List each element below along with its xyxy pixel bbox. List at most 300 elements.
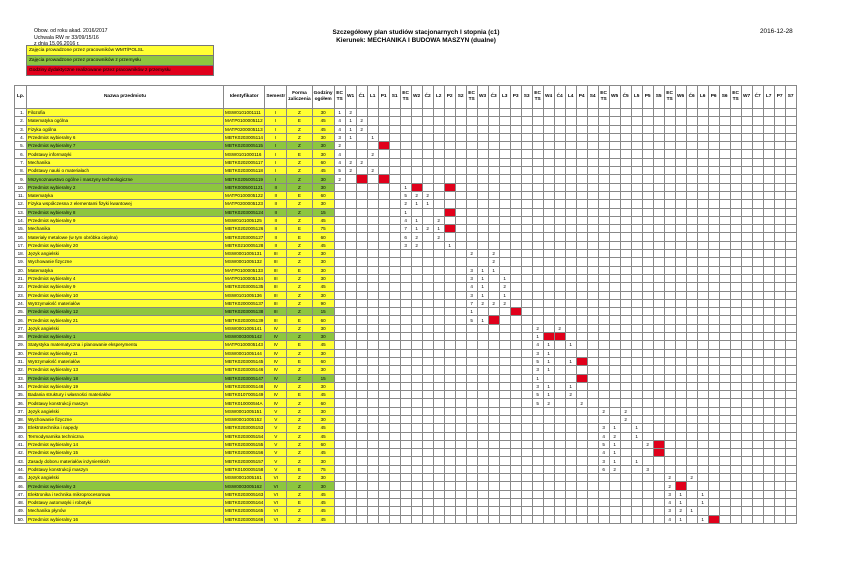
cell-sem7 <box>741 449 752 457</box>
cell-sem4 <box>576 457 587 465</box>
cell-sem1 <box>367 507 378 515</box>
cell-form: E <box>287 117 312 125</box>
cell-sem5 <box>598 142 609 150</box>
cell-sem4 <box>565 490 576 498</box>
cell-sem6 <box>708 117 719 125</box>
cell-sem4 <box>543 457 554 465</box>
cell-sem4 <box>587 117 598 125</box>
cell-hours: 90 <box>312 299 334 307</box>
cell-sem6 <box>686 208 697 216</box>
cell-sem4 <box>543 142 554 150</box>
cell-sem3 <box>488 474 499 482</box>
cell-sem5 <box>653 341 664 349</box>
cell-sem3 <box>499 191 510 199</box>
cell-sem3: 1 <box>477 266 488 274</box>
cell-hours: 30 <box>312 142 334 150</box>
cell-sem2 <box>400 382 411 390</box>
cell-sem2 <box>422 440 433 448</box>
cell-sem4 <box>576 498 587 506</box>
cell-sem1 <box>367 457 378 465</box>
cell-id: MBTK0005001121 <box>225 184 263 190</box>
cell-sem7 <box>763 274 774 282</box>
cell-sem2 <box>411 158 422 166</box>
cell-sem6 <box>686 200 697 208</box>
cell-sem2 <box>455 241 466 249</box>
cell-id: MATP0200005123 <box>225 201 263 207</box>
cell-sem5 <box>609 415 620 423</box>
cell-sem1 <box>334 440 345 448</box>
cell-sem7 <box>785 266 796 274</box>
cell-sem1 <box>345 175 356 183</box>
cell-sem4 <box>565 465 576 473</box>
cell-sem5 <box>620 150 631 158</box>
cell-sem5: 3 <box>598 457 609 465</box>
cell-sem1 <box>367 200 378 208</box>
cell-sem2 <box>444 299 455 307</box>
cell-hours: 60 <box>312 316 334 324</box>
cell-sem7 <box>763 366 774 374</box>
cell-sem4: 1 <box>565 357 576 365</box>
cell-sem4 <box>532 167 543 175</box>
cell-sem4 <box>565 498 576 506</box>
cell-sem5 <box>620 233 631 241</box>
col-header-sem1: Ć1 <box>356 86 367 109</box>
cell-sem3 <box>488 191 499 199</box>
cell-sem5 <box>653 432 664 440</box>
cell-semester: I <box>265 117 287 125</box>
cell-sem5 <box>620 308 631 316</box>
cell-sem5 <box>598 274 609 282</box>
cell-sem3 <box>521 432 532 440</box>
cell-sem6 <box>708 457 719 465</box>
cell-sem3: 2 <box>488 299 499 307</box>
cell-form: Z <box>287 241 312 249</box>
cell-sem5 <box>620 266 631 274</box>
cell-sem1 <box>378 183 389 191</box>
cell-sem5 <box>642 233 653 241</box>
col-header-sem6: W6 <box>675 86 686 109</box>
cell-sem3 <box>521 316 532 324</box>
cell-sem1 <box>367 374 378 382</box>
cell-sem3 <box>488 449 499 457</box>
cell-sem7 <box>752 415 763 423</box>
cell-lp: 28. <box>15 333 27 341</box>
table-row <box>15 308 797 316</box>
cell-sem3 <box>466 465 477 473</box>
cell-sem6 <box>675 258 686 266</box>
table-row <box>15 183 797 191</box>
cell-name: Język angielski <box>27 407 224 415</box>
cell-name: Przedmiot wybieralny 4 <box>27 274 224 282</box>
cell-sem4 <box>532 109 543 117</box>
cell-sem7 <box>763 349 774 357</box>
cell-sem6 <box>697 142 708 150</box>
cell-sem2 <box>455 415 466 423</box>
cell-sem2 <box>411 299 422 307</box>
cell-sem5 <box>609 291 620 299</box>
cell-sem2 <box>444 498 455 506</box>
cell-sem3 <box>521 241 532 249</box>
cell-sem1: 1 <box>334 109 345 117</box>
cell-sem1 <box>367 407 378 415</box>
cell-sem4 <box>587 283 598 291</box>
cell-sem1 <box>367 233 378 241</box>
cell-sem1: 2 <box>356 125 367 133</box>
cell-sem2 <box>455 407 466 415</box>
cell-sem7 <box>785 109 796 117</box>
cell-sem5 <box>631 498 642 506</box>
cell-sem3 <box>521 274 532 282</box>
cell-sem6 <box>664 440 675 448</box>
cell-sem6 <box>719 125 730 133</box>
cell-sem3 <box>510 465 521 473</box>
cell-sem7 <box>730 125 741 133</box>
cell-sem1: 1 <box>345 125 356 133</box>
cell-sem2 <box>400 349 411 357</box>
cell-sem7 <box>752 258 763 266</box>
cell-sem3 <box>488 515 499 523</box>
cell-sem3 <box>510 133 521 141</box>
cell-sem1 <box>345 266 356 274</box>
cell-sem4 <box>587 465 598 473</box>
cell-form: Z <box>287 457 312 465</box>
cell-sem6 <box>697 324 708 332</box>
cell-sem2 <box>400 274 411 282</box>
cell-sem2 <box>455 142 466 150</box>
cell-sem3 <box>477 125 488 133</box>
cell-sem6 <box>697 341 708 349</box>
cell-sem4 <box>543 133 554 141</box>
cell-sem5 <box>653 125 664 133</box>
cell-sem4 <box>543 308 554 316</box>
cell-sem2 <box>455 316 466 324</box>
cell-sem2 <box>411 440 422 448</box>
cell-sem3 <box>466 109 477 117</box>
cell-sem6 <box>675 391 686 399</box>
cell-sem3 <box>466 498 477 506</box>
cell-sem4 <box>543 465 554 473</box>
cell-sem6 <box>664 357 675 365</box>
cell-hours: 45 <box>312 490 334 498</box>
cell-sem3 <box>488 125 499 133</box>
cell-sem5 <box>631 266 642 274</box>
cell-sem1 <box>389 341 400 349</box>
cell-name: Mechanika <box>27 225 224 233</box>
cell-sem4 <box>587 341 598 349</box>
cell-sem2 <box>400 515 411 523</box>
cell-sem1: 4 <box>334 150 345 158</box>
cell-sem5: 4 <box>598 432 609 440</box>
cell-sem2 <box>433 382 444 390</box>
cell-sem1 <box>334 308 345 316</box>
cell-sem7 <box>752 515 763 523</box>
cell-sem6 <box>675 274 686 282</box>
cell-sem7 <box>730 440 741 448</box>
cell-sem7 <box>763 299 774 307</box>
document-date: 2016-12-28 <box>760 28 793 35</box>
cell-sem5 <box>609 142 620 150</box>
cell-sem1 <box>389 299 400 307</box>
cell-hours: 30 <box>312 266 334 274</box>
cell-sem1 <box>334 349 345 357</box>
cell-sem1 <box>389 507 400 515</box>
cell-sem7 <box>752 250 763 258</box>
cell-sem5 <box>631 283 642 291</box>
cell-sem5 <box>653 349 664 357</box>
cell-hours: 60 <box>312 440 334 448</box>
cell-sem7 <box>763 457 774 465</box>
cell-sem1: 4 <box>334 158 345 166</box>
cell-sem1 <box>345 258 356 266</box>
cell-sem6 <box>675 374 686 382</box>
cell-form: E <box>287 465 312 473</box>
cell-sem6 <box>664 457 675 465</box>
cell-sem2 <box>433 241 444 249</box>
cell-sem6 <box>719 233 730 241</box>
cell-sem7 <box>774 225 785 233</box>
cell-sem2 <box>433 183 444 191</box>
cell-lp: 12. <box>15 200 27 208</box>
cell-sem2 <box>433 357 444 365</box>
cell-id: MSW0001005144 <box>224 349 265 357</box>
cell-sem7 <box>752 109 763 117</box>
cell-semester: V <box>265 440 287 448</box>
cell-sem1 <box>334 183 345 191</box>
cell-sem7 <box>730 299 741 307</box>
cell-sem1 <box>334 399 345 407</box>
cell-sem1 <box>389 125 400 133</box>
cell-sem1 <box>378 283 389 291</box>
cell-sem7 <box>774 117 785 125</box>
cell-semester: VI <box>265 490 287 498</box>
cell-sem6 <box>697 158 708 166</box>
cell-sem3: 1 <box>477 291 488 299</box>
cell-sem3 <box>488 424 499 432</box>
cell-sem1 <box>389 374 400 382</box>
cell-sem5 <box>609 474 620 482</box>
cell-sem2 <box>422 432 433 440</box>
cell-sem6 <box>675 125 686 133</box>
cell-sem7 <box>774 125 785 133</box>
cell-sem3 <box>510 482 521 490</box>
cell-sem1 <box>345 474 356 482</box>
cell-sem7 <box>741 291 752 299</box>
cell-sem3 <box>488 117 499 125</box>
cell-sem1 <box>356 465 367 473</box>
cell-sem1 <box>356 440 367 448</box>
cell-sem7 <box>741 299 752 307</box>
cell-sem6 <box>686 357 697 365</box>
cell-sem2: 2 <box>433 216 444 224</box>
cell-sem2 <box>433 366 444 374</box>
cell-sem4 <box>554 125 565 133</box>
cell-sem2 <box>444 507 455 515</box>
cell-sem3 <box>466 507 477 515</box>
cell-sem2 <box>444 133 455 141</box>
cell-sem2 <box>422 399 433 407</box>
cell-sem3 <box>521 515 532 523</box>
cell-semester: II <box>265 225 287 233</box>
cell-sem6 <box>664 308 675 316</box>
cell-sem4 <box>587 150 598 158</box>
cell-sem1 <box>367 515 378 523</box>
cell-sem5 <box>620 424 631 432</box>
cell-sem6 <box>664 382 675 390</box>
col-header-sem4: W4 <box>543 86 554 109</box>
cell-hours: 30 <box>312 349 334 357</box>
cell-sem2 <box>433 333 444 341</box>
cell-sem6 <box>708 465 719 473</box>
cell-id: MBTK0200005137 <box>225 300 264 306</box>
cell-lp: 3. <box>15 125 27 133</box>
cell-sem7 <box>752 183 763 191</box>
cell-sem4 <box>587 291 598 299</box>
cell-sem4 <box>543 474 554 482</box>
cell-form: E <box>287 225 312 233</box>
cell-sem2 <box>444 357 455 365</box>
cell-sem2 <box>422 233 433 241</box>
cell-sem5 <box>642 117 653 125</box>
cell-sem7 <box>752 216 763 224</box>
cell-sem6 <box>719 208 730 216</box>
cell-sem3 <box>488 440 499 448</box>
cell-sem5 <box>620 515 631 523</box>
cell-sem1 <box>378 391 389 399</box>
cell-sem3 <box>521 366 532 374</box>
cell-sem2 <box>422 457 433 465</box>
col-header-sem3: S3 <box>521 86 532 109</box>
cell-sem4 <box>543 424 554 432</box>
cell-id: MSW0101000116 <box>224 150 265 158</box>
cell-sem3 <box>466 191 477 199</box>
cell-sem1 <box>389 399 400 407</box>
cell-sem5 <box>609 167 620 175</box>
cell-sem4 <box>576 333 587 341</box>
cell-sem4 <box>587 191 598 199</box>
cell-sem3 <box>510 200 521 208</box>
cell-sem6 <box>719 440 730 448</box>
cell-sem1 <box>378 341 389 349</box>
cell-sem6 <box>686 308 697 316</box>
cell-sem4 <box>576 241 587 249</box>
cell-sem4 <box>532 299 543 307</box>
cell-sem4 <box>565 515 576 523</box>
cell-sem1 <box>345 424 356 432</box>
cell-sem6 <box>686 515 697 523</box>
cell-sem3 <box>499 167 510 175</box>
cell-lp: 45. <box>15 474 27 482</box>
cell-sem6 <box>719 357 730 365</box>
col-header-sem5: L5 <box>631 86 642 109</box>
cell-sem2 <box>422 258 433 266</box>
cell-sem4 <box>587 266 598 274</box>
cell-sem7 <box>763 109 774 117</box>
cell-sem6 <box>675 167 686 175</box>
col-header-sem4: L4 <box>565 86 576 109</box>
cell-sem4 <box>576 432 587 440</box>
cell-form: Z <box>287 482 312 490</box>
cell-sem2 <box>422 283 433 291</box>
cell-sem5 <box>631 507 642 515</box>
cell-form: Z <box>287 167 312 175</box>
cell-sem1 <box>378 167 389 175</box>
cell-sem4 <box>565 374 576 382</box>
cell-sem5 <box>631 482 642 490</box>
cell-sem2 <box>400 150 411 158</box>
cell-sem6 <box>686 316 697 324</box>
cell-id: MBTK0203005157 <box>225 458 264 464</box>
cell-sem6: 1 <box>675 490 686 498</box>
cell-sem2 <box>455 333 466 341</box>
cell-sem5 <box>609 308 620 316</box>
cell-sem5 <box>631 382 642 390</box>
cell-sem1: 2 <box>356 117 367 125</box>
cell-semester: IV <box>265 349 287 357</box>
cell-sem4 <box>565 117 576 125</box>
cell-name: Przedmiot wybieralny 10 <box>27 291 224 299</box>
cell-sem4 <box>576 449 587 457</box>
cell-form: Z <box>287 490 312 498</box>
cell-sem1 <box>378 266 389 274</box>
cell-sem5: 1 <box>631 457 642 465</box>
cell-sem3 <box>477 333 488 341</box>
cell-sem6 <box>686 349 697 357</box>
cell-sem1 <box>356 374 367 382</box>
cell-sem6 <box>708 391 719 399</box>
cell-hours: 45 <box>312 391 334 399</box>
cell-sem2 <box>455 474 466 482</box>
cell-sem7 <box>763 250 774 258</box>
cell-sem4 <box>543 158 554 166</box>
cell-sem3 <box>510 109 521 117</box>
cell-sem4 <box>565 283 576 291</box>
cell-sem7 <box>774 216 785 224</box>
cell-sem4 <box>543 374 554 382</box>
cell-sem2 <box>400 333 411 341</box>
cell-sem7 <box>785 133 796 141</box>
cell-name: Fizyka ogólna <box>27 125 224 133</box>
cell-semester: V <box>265 457 287 465</box>
cell-sem4 <box>543 225 554 233</box>
cell-sem4 <box>532 125 543 133</box>
cell-semester: III <box>265 308 287 316</box>
cell-sem7 <box>741 374 752 382</box>
cell-sem3 <box>466 324 477 332</box>
cell-sem5 <box>653 299 664 307</box>
cell-sem4 <box>565 167 576 175</box>
cell-sem7 <box>785 183 796 191</box>
cell-sem5 <box>598 415 609 423</box>
title-line: Szczegółowy plan studiów stacjonarnych I stopnia (c1) <box>332 29 500 36</box>
cell-sem5 <box>642 366 653 374</box>
cell-sem1 <box>378 424 389 432</box>
cell-sem4: 1 <box>565 382 576 390</box>
cell-id: MBTK0203005138 <box>225 309 264 315</box>
cell-sem4 <box>565 133 576 141</box>
cell-sem5 <box>620 241 631 249</box>
cell-sem4 <box>587 109 598 117</box>
cell-sem2 <box>433 117 444 125</box>
col-header-sem5: P5 <box>642 86 653 109</box>
cell-sem6 <box>686 191 697 199</box>
cell-sem2 <box>444 183 455 191</box>
cell-sem4 <box>554 142 565 150</box>
cell-form: Z <box>287 374 312 382</box>
cell-sem2 <box>411 258 422 266</box>
cell-sem6 <box>664 225 675 233</box>
cell-sem2 <box>411 374 422 382</box>
cell-sem1 <box>378 299 389 307</box>
